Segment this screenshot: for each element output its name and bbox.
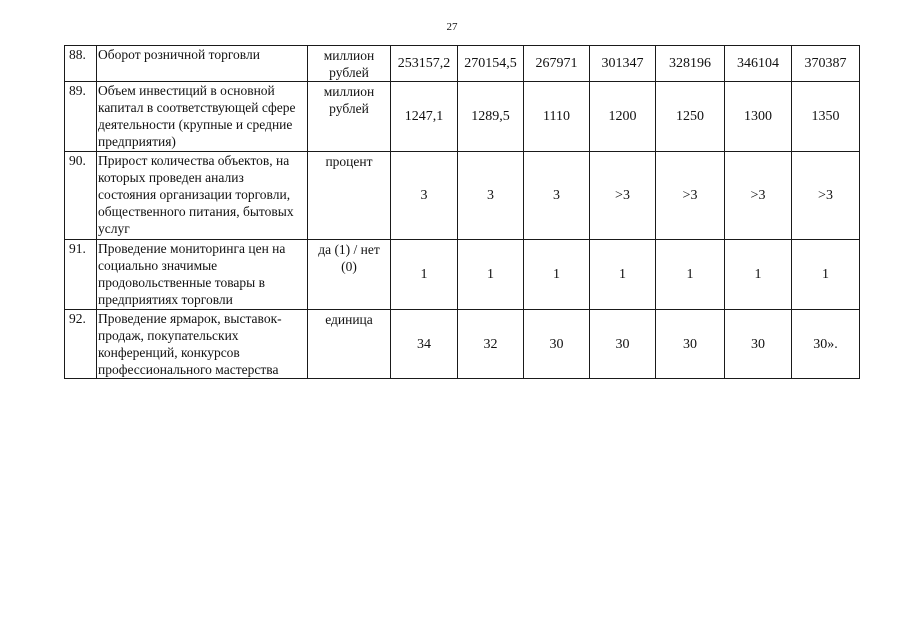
value-cell: 253157,2	[391, 46, 458, 82]
row-number: 91.	[65, 240, 97, 310]
value-cell: >3	[792, 152, 860, 240]
indicator-name: Проведение ярмарок, выставок-продаж, покупательских конференций, конкурсов профессионального мастерства	[97, 310, 308, 379]
table-row	[65, 82, 860, 152]
value-cell: 30».	[792, 310, 860, 379]
value-cell: 30	[524, 310, 590, 379]
value-cell: 3	[524, 152, 590, 240]
value-cell: 30	[725, 310, 792, 379]
value-cell: 1	[725, 240, 792, 310]
unit-cell: миллион рублей	[308, 46, 391, 82]
value-cell: 267971	[524, 46, 590, 82]
value-cell: >3	[725, 152, 792, 240]
value-cell: 328196	[656, 46, 725, 82]
value-cell: 1	[656, 240, 725, 310]
value-cell: 1	[590, 240, 656, 310]
page-number: 27	[446, 21, 458, 33]
table-row	[65, 240, 860, 310]
value-cell: 32	[458, 310, 524, 379]
indicators-table	[64, 45, 860, 379]
value-cell: 1	[458, 240, 524, 310]
value-cell: 1200	[590, 82, 656, 152]
table-row	[65, 46, 860, 82]
row-number: 92.	[65, 310, 97, 379]
value-cell: 370387	[792, 46, 860, 82]
unit-cell: миллион рублей	[308, 82, 391, 152]
indicator-name: Объем инвестиций в основной капитал в соответствующей сфере деятельности (крупные и средние предприятия)	[97, 82, 308, 152]
value-cell: 1110	[524, 82, 590, 152]
unit-cell: процент	[308, 152, 391, 240]
unit-cell: единица	[308, 310, 391, 379]
value-cell: 1300	[725, 82, 792, 152]
value-cell: 34	[391, 310, 458, 379]
value-cell: 3	[458, 152, 524, 240]
value-cell: 30	[590, 310, 656, 379]
value-cell: 301347	[590, 46, 656, 82]
value-cell: 1350	[792, 82, 860, 152]
value-cell: 1247,1	[391, 82, 458, 152]
value-cell: 346104	[725, 46, 792, 82]
table-row	[65, 310, 860, 379]
row-number: 88.	[65, 46, 97, 82]
value-cell: >3	[656, 152, 725, 240]
indicator-name: Оборот розничной торговли	[97, 46, 308, 82]
row-number: 90.	[65, 152, 97, 240]
value-cell: 1	[524, 240, 590, 310]
value-cell: 1250	[656, 82, 725, 152]
value-cell: 3	[391, 152, 458, 240]
value-cell: 1289,5	[458, 82, 524, 152]
unit-cell: да (1) / нет (0)	[308, 240, 391, 310]
value-cell: >3	[590, 152, 656, 240]
indicator-name: Проведение мониторинга цен на социально значимые продовольственные товары в предприятиях торговли	[97, 240, 308, 310]
row-number: 89.	[65, 82, 97, 152]
value-cell: 1	[391, 240, 458, 310]
value-cell: 30	[656, 310, 725, 379]
table-row	[65, 152, 860, 240]
indicator-name: Прирост количества объектов, на которых проведен анализ состояния организации торговли, общественного питания, бытовых услуг	[97, 152, 308, 240]
value-cell: 270154,5	[458, 46, 524, 82]
value-cell: 1	[792, 240, 860, 310]
